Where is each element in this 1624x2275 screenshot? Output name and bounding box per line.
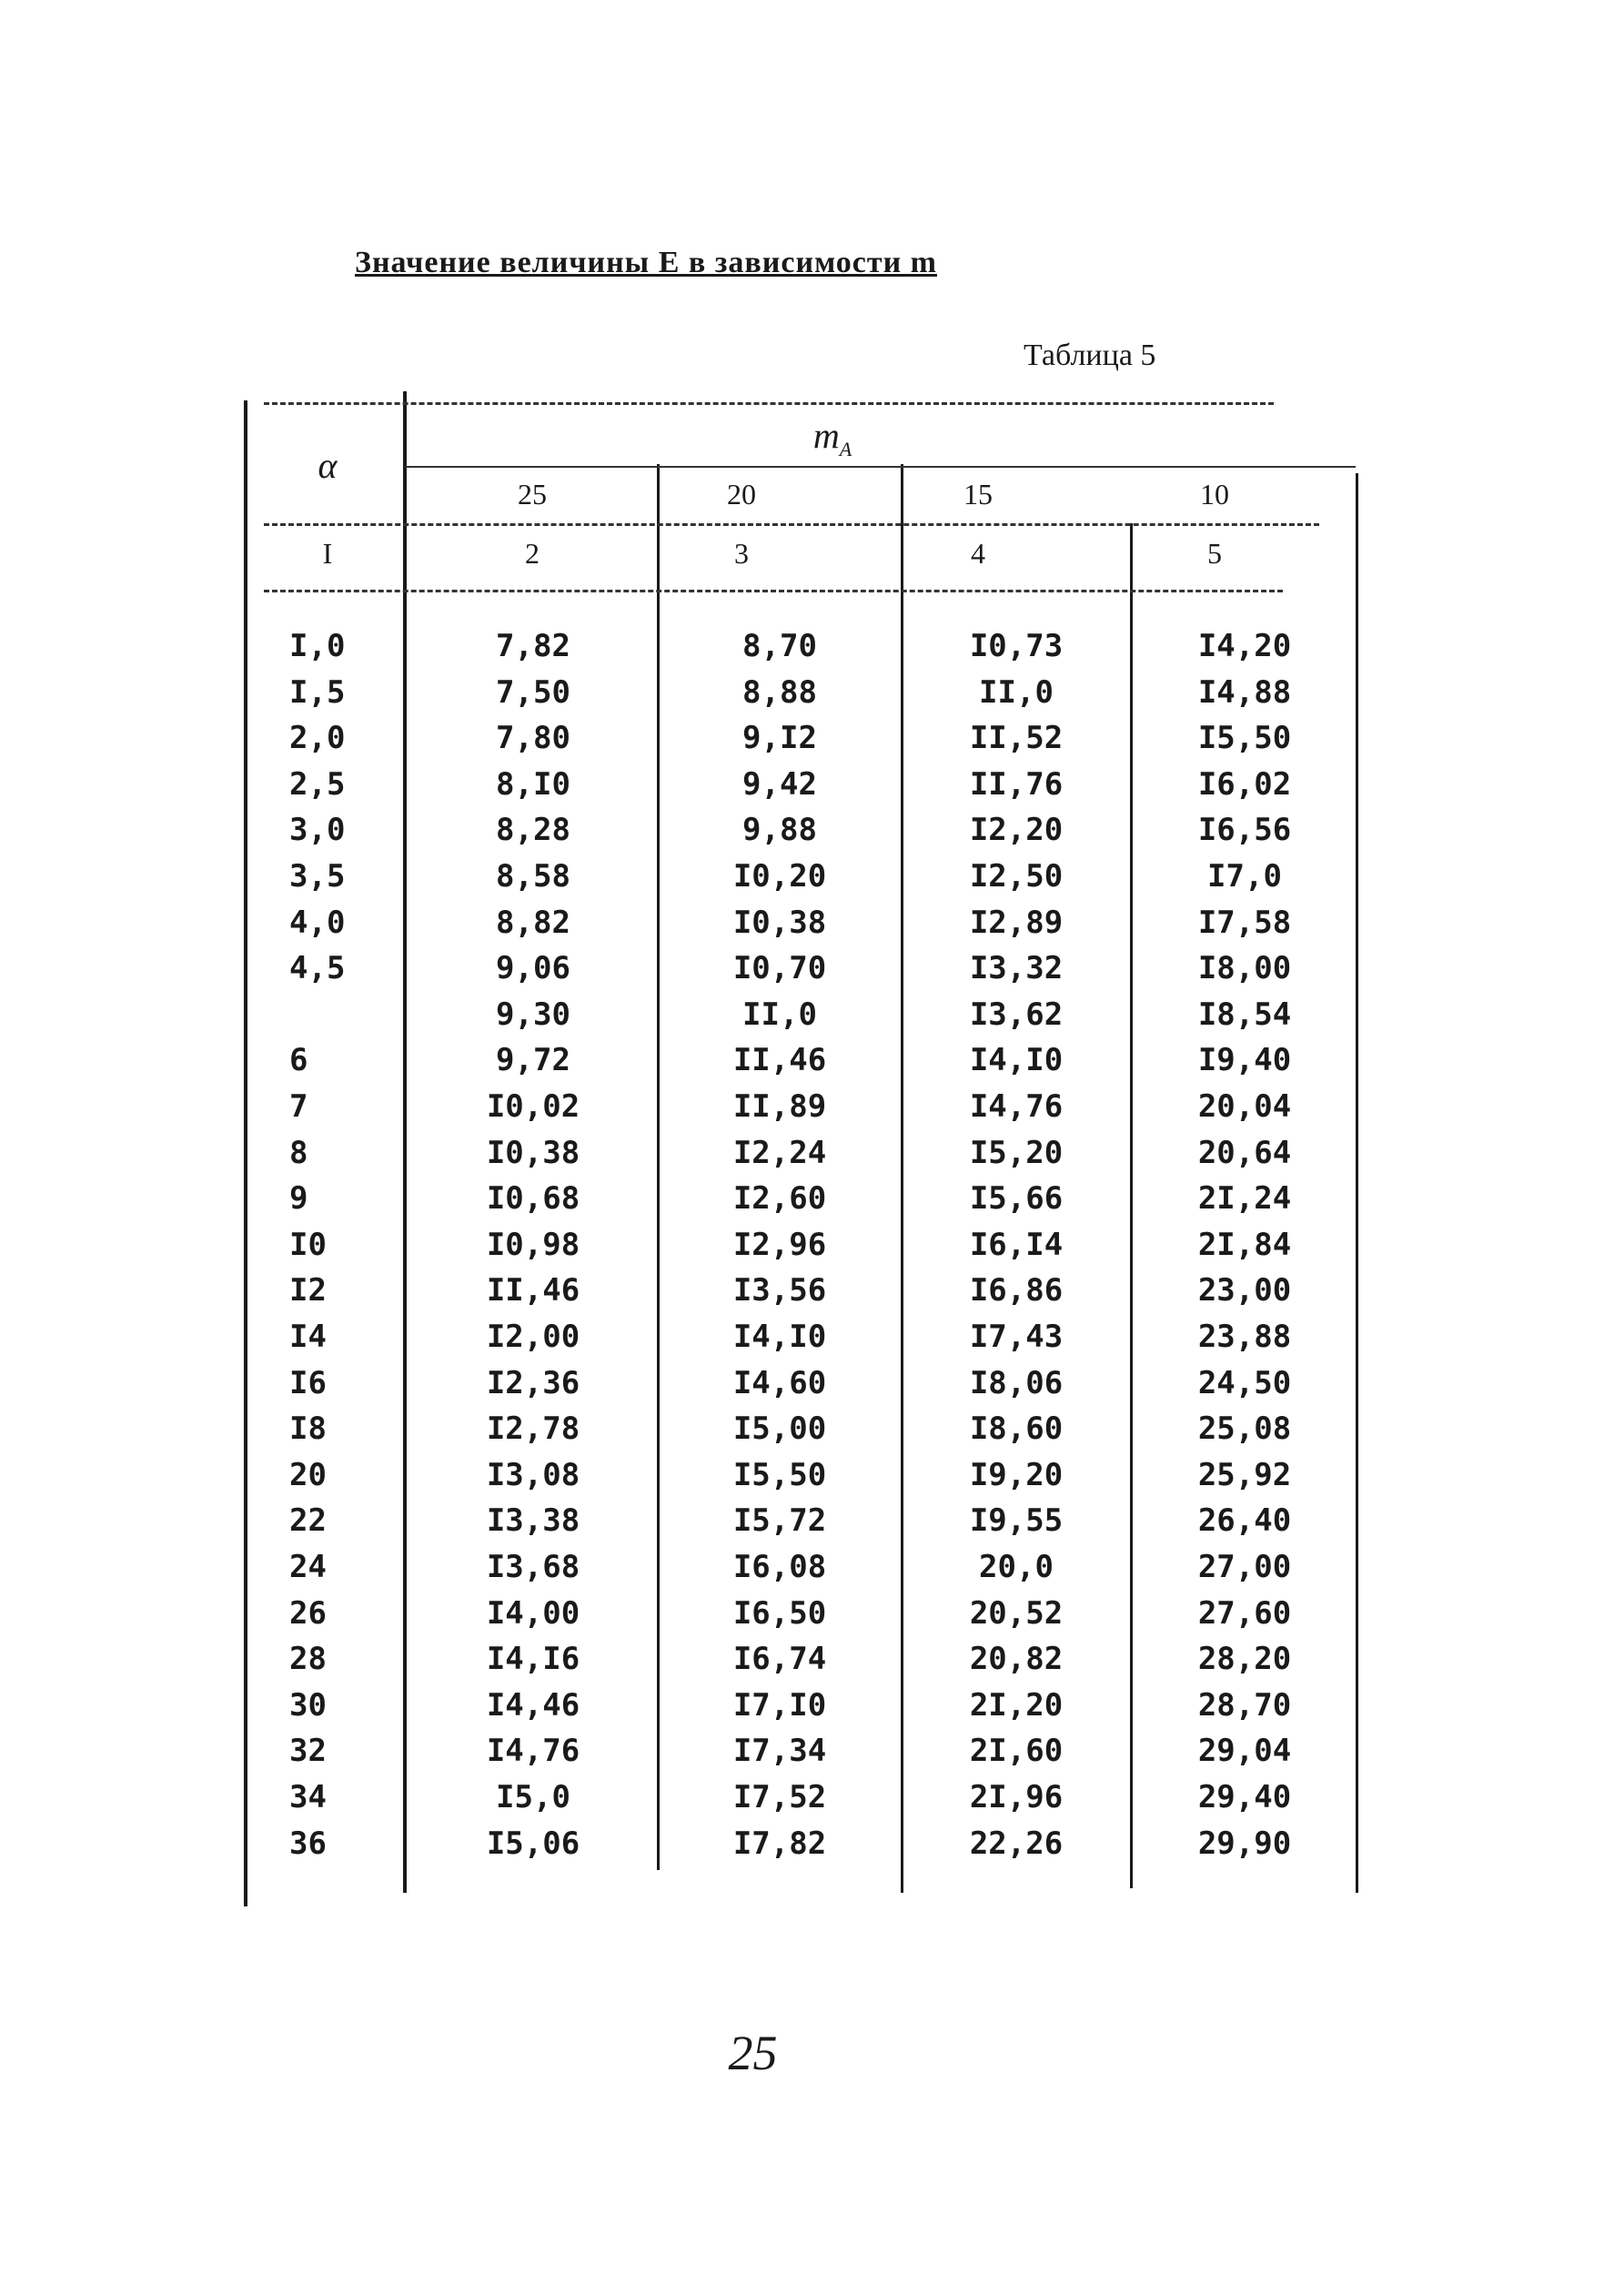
table-cell: 23,00 <box>1197 1272 1292 1309</box>
table-cell: I2,60 <box>732 1180 827 1217</box>
table-cell: I4,00 <box>486 1595 580 1632</box>
table-border-left <box>244 400 247 1906</box>
table-cell: 7,50 <box>496 674 570 711</box>
table-cell: I2,00 <box>486 1319 580 1355</box>
table-cell: I6,74 <box>732 1641 827 1677</box>
table-cell: 20,82 <box>969 1641 1064 1677</box>
group-header-symbol: m <box>812 415 840 456</box>
row-alpha-value: 3,5 <box>289 858 346 895</box>
table-cell: I5,50 <box>1197 720 1292 756</box>
row-alpha-value: I8 <box>289 1410 327 1447</box>
table-cell: I7,34 <box>732 1733 827 1769</box>
table-divider-1 <box>403 391 407 1893</box>
table-cell: 20,64 <box>1197 1135 1292 1171</box>
table-cell: I0,68 <box>486 1180 580 1217</box>
table-cell: I7,58 <box>1197 905 1292 941</box>
table-cell: 7,80 <box>496 720 570 756</box>
table-cell: I6,08 <box>732 1549 827 1585</box>
table-cell: 22,26 <box>969 1825 1064 1862</box>
table-cell: I3,32 <box>969 950 1064 986</box>
table-cell: I0,38 <box>732 905 827 941</box>
row-alpha-value: 30 <box>289 1687 327 1724</box>
table-cell: 2I,84 <box>1197 1227 1292 1263</box>
table-cell: 27,60 <box>1197 1595 1292 1632</box>
row-alpha-value: I4 <box>289 1319 327 1355</box>
table-cell: I0,73 <box>969 628 1064 664</box>
alpha-header: α <box>318 445 338 486</box>
table-cell: I4,I0 <box>969 1042 1064 1078</box>
table-cell: I3,56 <box>732 1272 827 1309</box>
page-title: Значение величины E в зависимости m <box>355 246 937 279</box>
table-cell: I4,46 <box>486 1687 580 1724</box>
table-cell: I6,86 <box>969 1272 1064 1309</box>
column-number-5: 5 <box>1207 537 1222 570</box>
table-cell: I5,50 <box>732 1457 827 1493</box>
table-cell: I5,00 <box>732 1410 827 1447</box>
group-header <box>764 414 901 461</box>
row-alpha-value: 9 <box>289 1180 308 1217</box>
table-cell: 2I,24 <box>1197 1180 1292 1217</box>
table-cell: I6,I4 <box>969 1227 1064 1263</box>
table-top-rule <box>264 402 1274 405</box>
row-alpha-value: 3,0 <box>289 812 346 848</box>
table-cell: I4,76 <box>969 1088 1064 1125</box>
column-number-3: 3 <box>734 537 749 570</box>
table-cell: 25,08 <box>1197 1410 1292 1447</box>
table-cell: 9,I2 <box>742 720 817 756</box>
table-cell: I7,43 <box>969 1319 1064 1355</box>
column-number-2: 2 <box>525 537 540 570</box>
table-cell: 2I,20 <box>969 1687 1064 1724</box>
table-cell: I2,36 <box>486 1365 580 1401</box>
table-cell: 9,06 <box>496 950 570 986</box>
table-cell: I3,62 <box>969 996 1064 1033</box>
table-cell: I4,I6 <box>486 1641 580 1677</box>
table-cell: 27,00 <box>1197 1549 1292 1585</box>
table-cell: I2,78 <box>486 1410 580 1447</box>
table-cell: I6,02 <box>1197 766 1292 803</box>
column-number-top-rule <box>264 523 1319 526</box>
table-cell: II,46 <box>732 1042 827 1078</box>
row-alpha-value: 34 <box>289 1779 327 1815</box>
table-divider-4 <box>1130 523 1133 1888</box>
row-alpha-value: 22 <box>289 1502 327 1539</box>
table-cell: II,76 <box>969 766 1064 803</box>
table-cell: I5,06 <box>486 1825 580 1862</box>
group-header-subscript: А <box>839 438 852 460</box>
table-cell: 29,90 <box>1197 1825 1292 1862</box>
table-cell: 8,88 <box>742 674 817 711</box>
table-cell: 20,04 <box>1197 1088 1292 1125</box>
table-cell: 9,42 <box>742 766 817 803</box>
row-alpha-value: 2,5 <box>289 766 346 803</box>
table-cell: I2,20 <box>969 812 1064 848</box>
table-cell: I7,52 <box>732 1779 827 1815</box>
table-cell: I2,89 <box>969 905 1064 941</box>
table-cell: I5,0 <box>496 1779 570 1815</box>
group-header-rule <box>405 466 1356 468</box>
table-cell: 28,70 <box>1197 1687 1292 1724</box>
table-cell: I4,I0 <box>732 1319 827 1355</box>
table-cell: I8,06 <box>969 1365 1064 1401</box>
table-cell: I4,20 <box>1197 628 1292 664</box>
row-alpha-value: 26 <box>289 1595 327 1632</box>
table-cell: 28,20 <box>1197 1641 1292 1677</box>
table-cell: 9,30 <box>496 996 570 1033</box>
column-number-1: I <box>322 537 333 570</box>
table-cell: I4,88 <box>1197 674 1292 711</box>
row-alpha-value: 28 <box>289 1641 327 1677</box>
table-cell: I9,20 <box>969 1457 1064 1493</box>
table-cell: 2I,60 <box>969 1733 1064 1769</box>
row-alpha-value: 7 <box>289 1088 308 1125</box>
row-alpha-value: 24 <box>289 1549 327 1585</box>
table-cell: 7,82 <box>496 628 570 664</box>
table-cell: 8,58 <box>496 858 570 895</box>
table-cell: I7,82 <box>732 1825 827 1862</box>
table-cell: I2,24 <box>732 1135 827 1171</box>
table-cell: I0,02 <box>486 1088 580 1125</box>
table-cell: 25,92 <box>1197 1457 1292 1493</box>
table-divider-3 <box>901 464 903 1893</box>
table-cell: 9,88 <box>742 812 817 848</box>
table-cell: I2,96 <box>732 1227 827 1263</box>
table-cell: I6,56 <box>1197 812 1292 848</box>
row-alpha-value: I0 <box>289 1227 327 1263</box>
table-cell: I2,50 <box>969 858 1064 895</box>
table-cell: I3,68 <box>486 1549 580 1585</box>
table-divider-2 <box>657 464 660 1870</box>
row-alpha-value: 36 <box>289 1825 327 1862</box>
table-cell: II,52 <box>969 720 1064 756</box>
row-alpha-value: I6 <box>289 1365 327 1401</box>
table-cell: 2I,96 <box>969 1779 1064 1815</box>
table-cell: I4,76 <box>486 1733 580 1769</box>
table-cell: I8,00 <box>1197 950 1292 986</box>
table-cell: 8,28 <box>496 812 570 848</box>
table-cell: 23,88 <box>1197 1319 1292 1355</box>
table-cell: I5,20 <box>969 1135 1064 1171</box>
table-cell: 20,52 <box>969 1595 1064 1632</box>
column-header-10: 10 <box>1200 478 1229 511</box>
table-label: Таблица 5 <box>1024 339 1156 372</box>
table-cell: I0,70 <box>732 950 827 986</box>
row-alpha-value: I,0 <box>289 628 346 664</box>
table-cell: 29,04 <box>1197 1733 1292 1769</box>
table-cell: I5,66 <box>969 1180 1064 1217</box>
table-cell: I6,50 <box>732 1595 827 1632</box>
row-alpha-value: 4,5 <box>289 950 346 986</box>
column-header-25: 25 <box>518 478 547 511</box>
table-cell: I0,98 <box>486 1227 580 1263</box>
table-cell: I9,40 <box>1197 1042 1292 1078</box>
row-alpha-value: I,5 <box>289 674 346 711</box>
table-cell: I8,60 <box>969 1410 1064 1447</box>
column-header-20: 20 <box>727 478 756 511</box>
column-number-bottom-rule <box>264 590 1283 592</box>
table-cell: I7,I0 <box>732 1687 827 1724</box>
table-cell: 8,82 <box>496 905 570 941</box>
table-cell: II,0 <box>979 674 1054 711</box>
row-alpha-value: 6 <box>289 1042 308 1078</box>
row-alpha-value: 8 <box>289 1135 308 1171</box>
row-alpha-value: I2 <box>289 1272 327 1309</box>
row-alpha-value: 4,0 <box>289 905 346 941</box>
table-cell: 9,72 <box>496 1042 570 1078</box>
row-alpha-value: 32 <box>289 1733 327 1769</box>
table-cell: I9,55 <box>969 1502 1064 1539</box>
table-cell: I0,38 <box>486 1135 580 1171</box>
table-border-right <box>1356 473 1358 1893</box>
table-cell: I7,0 <box>1207 858 1282 895</box>
table-cell: II,0 <box>742 996 817 1033</box>
table-cell: I0,20 <box>732 858 827 895</box>
table-cell: 20,0 <box>979 1549 1054 1585</box>
table-cell: 8,I0 <box>496 766 570 803</box>
row-alpha-value: 2,0 <box>289 720 346 756</box>
table-cell: I5,72 <box>732 1502 827 1539</box>
table-cell: I4,60 <box>732 1365 827 1401</box>
table-cell: 8,70 <box>742 628 817 664</box>
table-cell: I8,54 <box>1197 996 1292 1033</box>
table-cell: II,46 <box>486 1272 580 1309</box>
page-number: 25 <box>728 2026 778 2080</box>
table-cell: I3,38 <box>486 1502 580 1539</box>
table-cell: 29,40 <box>1197 1779 1292 1815</box>
column-number-4: 4 <box>971 537 985 570</box>
table-cell: II,89 <box>732 1088 827 1125</box>
table-cell: 24,50 <box>1197 1365 1292 1401</box>
table-cell: I3,08 <box>486 1457 580 1493</box>
table-cell: 26,40 <box>1197 1502 1292 1539</box>
row-alpha-value: 20 <box>289 1457 327 1493</box>
column-header-15: 15 <box>963 478 993 511</box>
